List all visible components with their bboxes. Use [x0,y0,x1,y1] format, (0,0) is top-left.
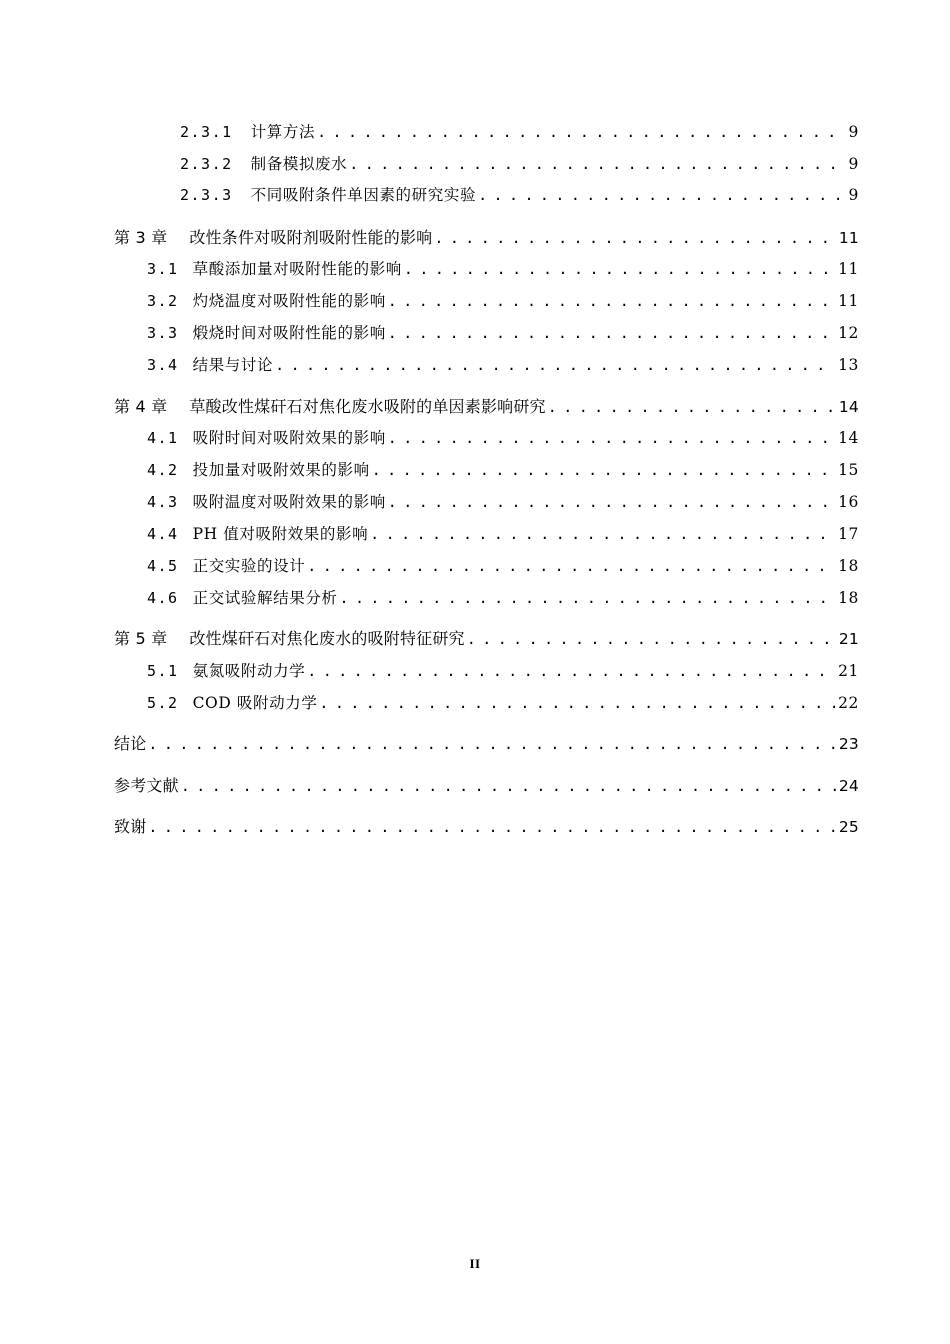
toc-entry-page: 9 [848,155,859,173]
toc-leader-dots [349,152,845,176]
toc-entry-title: 改性煤矸石对焦化废水的吸附特征研究 [189,629,465,648]
toc-entry[interactable] [114,815,859,839]
toc-leader-dots [404,257,835,281]
toc-entry-title: 致谢 [114,817,147,836]
toc-entry-number: 4.4 [147,525,179,543]
toc-entry-title: 氨氮吸附动力学 [192,662,306,680]
toc-entry-title: 草酸改性煤矸石对焦化废水吸附的单因素影响研究 [189,397,546,416]
toc-entry-page: 12 [838,324,859,342]
toc-entry-page: 14 [838,429,859,447]
toc-leader-dots [317,120,845,144]
toc-entry-page: 18 [838,589,859,607]
toc-entry[interactable] [180,183,859,207]
toc-entry[interactable] [147,691,859,715]
toc-entry-page: 16 [838,493,859,511]
toc-entry-page: 18 [838,557,859,575]
toc-entry-page: 24 [838,777,859,795]
toc-entry-page: 25 [838,818,859,836]
toc-entry-number: 4.3 [147,493,179,511]
toc-entry[interactable] [180,120,859,144]
toc-leader-dots [478,183,845,207]
toc-entry[interactable] [147,289,859,313]
toc-entry-number: 5.1 [147,662,179,680]
toc-entry-title: 结论 [114,734,147,753]
toc-entry-number: 3.2 [147,292,179,310]
toc-entry-title: 吸附温度对吸附效果的影响 [192,493,386,511]
toc-entry-title: 吸附时间对吸附效果的影响 [192,429,386,447]
toc-entry-title: 制备模拟废水 [250,155,348,173]
toc-leader-dots [181,774,836,798]
toc-entry-number: 4.6 [147,589,179,607]
toc-entry-page: 11 [838,292,859,310]
toc-entry[interactable] [114,226,859,250]
toc-entry-page: 15 [838,461,859,479]
toc-entry[interactable] [114,732,859,756]
toc-entry[interactable] [147,586,859,610]
toc-entry-number: 5.2 [147,694,179,712]
toc-entry[interactable] [147,353,859,377]
toc-entry-title: 正交试验解结果分析 [192,589,338,607]
toc-leader-dots [388,426,835,450]
toc-entry-title: 草酸添加量对吸附性能的影响 [192,260,402,278]
toc-leader-dots [307,554,835,578]
toc-entry[interactable] [180,152,859,176]
toc-entry[interactable] [147,321,859,345]
toc-entry-page: 9 [848,186,859,204]
toc-entry[interactable] [114,627,859,651]
toc-entry-title: PH 值对吸附效果的影响 [192,525,369,543]
toc-entry-number: 4.2 [147,461,179,479]
toc-entry-number: 2.3.1 [180,123,233,141]
toc-entry[interactable] [147,458,859,482]
page-number: II [469,1256,481,1271]
toc-entry-title: 投加量对吸附效果的影响 [192,461,370,479]
toc-entry-number: 第 4 章 [114,397,168,416]
toc-leader-dots [275,353,835,377]
toc-leader-dots [148,732,835,756]
toc-leader-dots [307,659,835,683]
toc-entry[interactable] [147,490,859,514]
toc-entry-page: 9 [848,123,859,141]
toc-entry-page: 11 [838,229,859,247]
toc-entry-number: 2.3.3 [180,186,233,204]
toc-entry-number: 3.1 [147,260,179,278]
toc-entry-page: 21 [838,630,859,648]
toc-entry-page: 22 [838,694,859,712]
toc-entry-title: 改性条件对吸附剂吸附性能的影响 [189,228,433,247]
toc-entry-title: 不同吸附条件单因素的研究实验 [250,186,477,204]
toc-leader-dots [319,691,835,715]
toc-entry-page: 13 [838,356,859,374]
toc-leader-dots [388,321,835,345]
toc-entry-number: 2.3.2 [180,155,233,173]
toc-entry-title: 灼烧温度对吸附性能的影响 [192,292,386,310]
toc-leader-dots [148,815,835,839]
toc-leader-dots [467,627,836,651]
toc-entry-title: 参考文献 [114,776,179,795]
toc-entry-page: 21 [838,662,859,680]
toc-entry-number: 4.1 [147,429,179,447]
toc-entry-page: 17 [838,525,859,543]
toc-leader-dots [340,586,836,610]
toc-entry-number: 3.3 [147,324,179,342]
toc-entry[interactable] [114,395,859,419]
toc-entry-title: 煅烧时间对吸附性能的影响 [192,324,386,342]
toc-entry[interactable] [147,257,859,281]
toc-entry-title: 正交实验的设计 [192,557,306,575]
toc-entry-page: 23 [838,735,859,753]
toc-entry-number: 第 3 章 [114,228,168,247]
toc-entry[interactable] [147,554,859,578]
toc-entry[interactable] [147,522,859,546]
toc-leader-dots [388,289,835,313]
toc-entry-title: COD 吸附动力学 [192,694,318,712]
toc-entry-title: 结果与讨论 [192,356,274,374]
toc-entry-title: 计算方法 [250,123,316,141]
toc-entry-number: 第 5 章 [114,629,168,648]
toc-leader-dots [372,458,835,482]
toc-leader-dots [388,490,835,514]
toc-entry[interactable] [147,426,859,450]
toc-leader-dots [370,522,835,546]
toc-leader-dots [434,226,836,250]
toc-entry-number: 3.4 [147,356,179,374]
toc-entry-page: 14 [838,398,859,416]
toc-leader-dots [548,395,836,419]
toc-entry[interactable] [114,774,859,798]
toc-entry-number: 4.5 [147,557,179,575]
toc-entry[interactable] [147,659,859,683]
toc-entry-page: 11 [838,260,859,278]
